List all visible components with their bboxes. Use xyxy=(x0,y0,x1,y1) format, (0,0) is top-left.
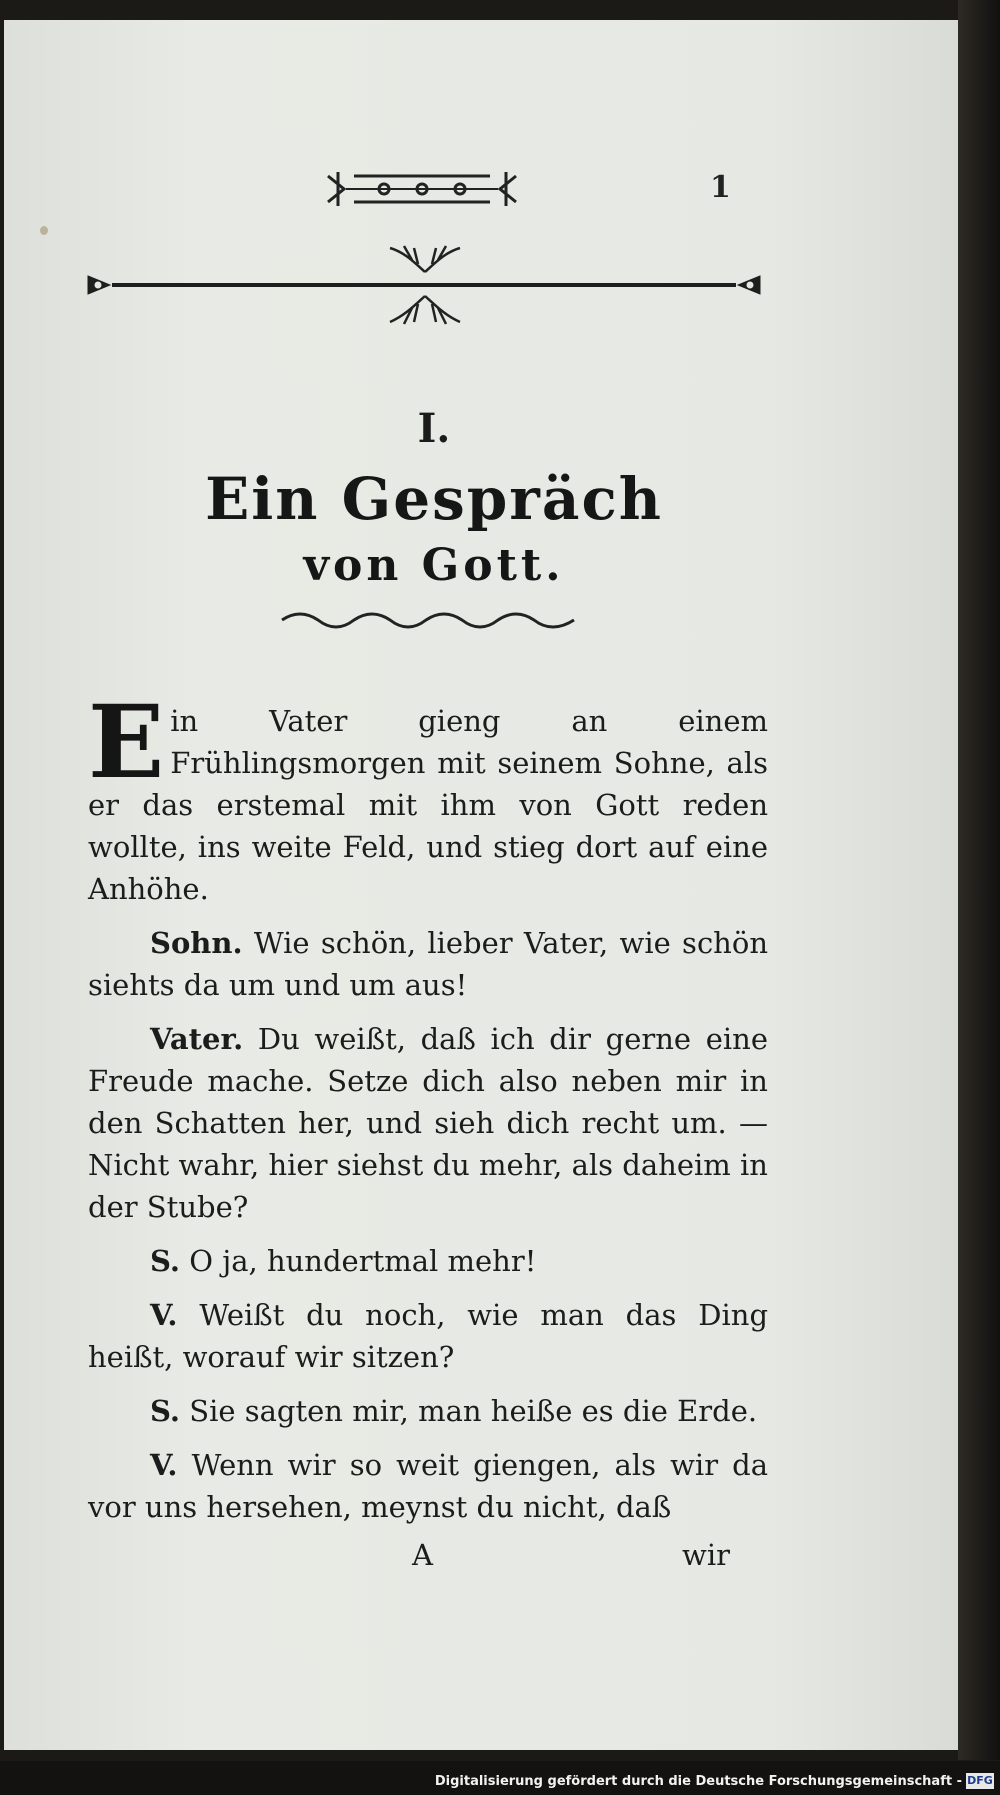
chapter-number: I. xyxy=(417,405,451,452)
speaker-label: S. xyxy=(150,1394,181,1428)
paragraph xyxy=(88,1294,768,1378)
catchword: wir xyxy=(682,1538,730,1572)
paragraph-text: Du weißt, daß ich dir gerne eine Freude mache. Setze dich also neben mir in den Schatten her, und sieh dich recht um. — Nicht wahr, hier siehst du mehr, als daheim in der Stube? xyxy=(88,1022,768,1224)
paragraph-text: in Vater gieng an einem Frühlingsmorgen mit seinem Sohne, als er das erstemal mit ihm von Gott reden wollte, ins weite Feld, und stieg dort auf eine Anhöhe. xyxy=(88,704,768,906)
paragraph-text: Sie sagten mir, man heiße es die Erde. xyxy=(189,1394,758,1428)
signature-mark: A xyxy=(412,1538,433,1572)
speaker-label: V. xyxy=(150,1298,178,1332)
speaker-label: Vater. xyxy=(150,1022,244,1056)
paragraph xyxy=(88,1018,768,1228)
body-text xyxy=(88,683,769,1540)
paragraph-text: Wenn wir so weit giengen, als wir da vor uns hersehen, meynst du nicht, daß xyxy=(88,1448,768,1524)
speaker-label: S. xyxy=(150,1244,181,1278)
paragraph xyxy=(88,683,768,910)
speaker-label: V. xyxy=(150,1448,178,1482)
funding-credit: Digitalisierung gefördert durch die Deutsche Forschungsgemeinschaft - xyxy=(434,1774,962,1789)
drop-cap: E xyxy=(88,683,165,801)
ink-spot xyxy=(40,226,48,235)
chapter-title: Ein Gespräch xyxy=(205,465,663,533)
paragraph-text: Wie schön, lieber Vater, wie schön siehts da um und um aus! xyxy=(88,926,768,1002)
header-ornament xyxy=(324,168,520,210)
paragraph-text: O ja, hundertmal mehr! xyxy=(189,1244,537,1278)
paragraph xyxy=(88,1390,768,1432)
paragraph xyxy=(88,1240,768,1282)
book-spine xyxy=(958,0,1000,1760)
footer-bar xyxy=(0,1761,1000,1795)
book-page xyxy=(4,20,961,1750)
chapter-subtitle: von Gott. xyxy=(303,540,565,591)
wavy-divider xyxy=(278,608,578,638)
paragraph xyxy=(88,922,768,1006)
paragraph-text: Weißt du noch, wie man das Ding heißt, worauf wir sitzen? xyxy=(88,1298,769,1374)
dfg-logo: DFG xyxy=(967,1774,993,1787)
speaker-label: Sohn. xyxy=(150,926,243,960)
paragraph xyxy=(88,1444,768,1528)
page-number: 1 xyxy=(710,170,731,205)
floral-ornament-bottom xyxy=(384,294,466,328)
